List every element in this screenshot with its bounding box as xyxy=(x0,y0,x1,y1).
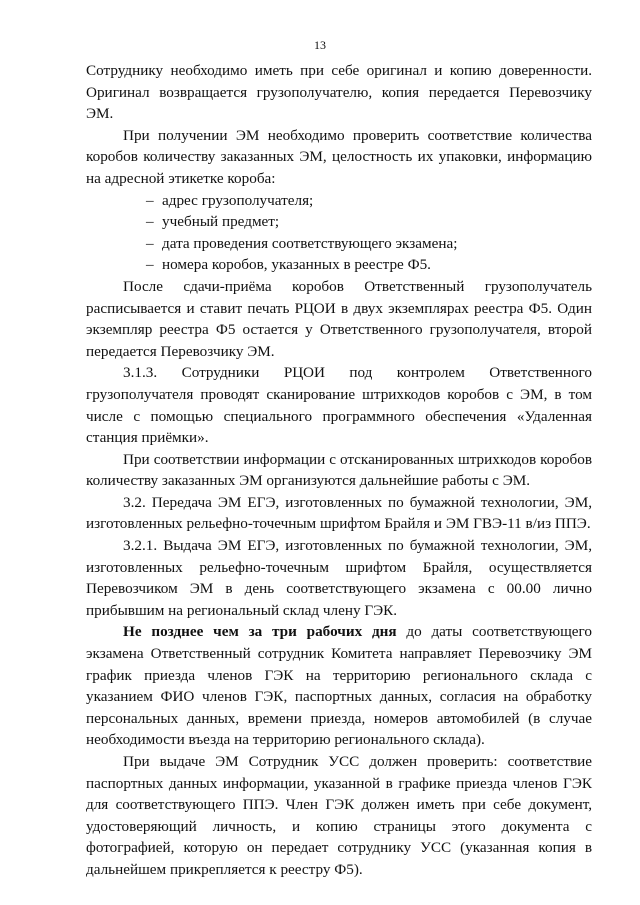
list-item: – адрес грузополучателя; xyxy=(146,190,592,212)
paragraph-issue-check: При выдаче ЭМ Сотрудник УСС должен проверить: соответствие паспортных данных информации, указанной в графике приезда членов ГЭК для соответствующего ППЭ. Член ГЭК должен иметь при себе документ, удостоверяющий личность, и копию страницы этого документа с фотографией, которую он передает сотруднику УСС (указанная копия в дальнейшем прикрепляется к реестру Ф5). xyxy=(86,753,592,878)
paragraph-power-of-attorney: Сотруднику необходимо иметь при себе оригинал и копию доверенности. Оригинал возвращается грузополучателю, копия передается Перевозчику ЭМ. xyxy=(86,62,592,123)
paragraph-schedule xyxy=(86,621,592,751)
paragraph-handover: После сдачи-приёма коробов Ответственный грузополучатель расписывается и ставит печать РЦОИ в двух экземплярах реестра Ф5. Один экземпляр реестра Ф5 остается у Ответственного грузополучателя, второй передается Перевозчику ЭМ. xyxy=(86,277,592,360)
deadline-emphasis: Не позднее чем за три рабочих дня xyxy=(123,623,397,641)
list-item: – номера коробов, указанных в реестре Ф5. xyxy=(146,254,592,276)
page-number: 13 xyxy=(314,38,326,52)
paragraph-3-1-3: 3.1.3. Сотрудники РЦОИ под контролем Ответственного грузополучателя проводят сканирование штрихкодов коробов с ЭМ, в том числе с помощью специального программного обеспечения «Удаленная станция приёмки». xyxy=(86,364,592,447)
label-check-list xyxy=(86,190,592,276)
document-body xyxy=(86,60,592,881)
list-item: – дата проведения соответствующего экзамена; xyxy=(146,233,592,255)
paragraph-receipt-check: При получении ЭМ необходимо проверить соответствие количества коробов количеству заказанных ЭМ, целостность их упаковки, информацию на адресной этикетке короба: xyxy=(86,126,592,187)
paragraph-scan-match: При соответствии информации с отсканированных штрихкодов коробов количеству заказанных ЭМ организуются дальнейшие работы с ЭМ. xyxy=(86,450,592,490)
paragraph-3-2-1: 3.2.1. Выдача ЭМ ЕГЭ, изготовленных по бумажной технологии, ЭМ, изготовленных рельефно-точечным шрифтом Брайля, осуществляется Перевозчиком ЭМ в день соответствующего экзамена с 00.00 лично прибывшим на региональный склад члену ГЭК. xyxy=(86,537,592,619)
paragraph-3-2: 3.2. Передача ЭМ ЕГЭ, изготовленных по бумажной технологии, ЭМ, изготовленных рельефно-точечным шрифтом Брайля и ЭМ ГВЭ-11 в/из ППЭ. xyxy=(86,493,592,533)
list-item: – учебный предмет; xyxy=(146,211,592,233)
schedule-text: до даты соответствующего экзамена Ответственный сотрудник Комитета направляет Перевозчику ЭМ график приезда членов ГЭК на территорию регионального склада с указанием ФИО членов ГЭК, паспортных данных, согласия на обработку персональных данных, времени приезда, номеров автомобилей (в случае необходимости въезда на территорию регионального склада). xyxy=(86,623,592,749)
